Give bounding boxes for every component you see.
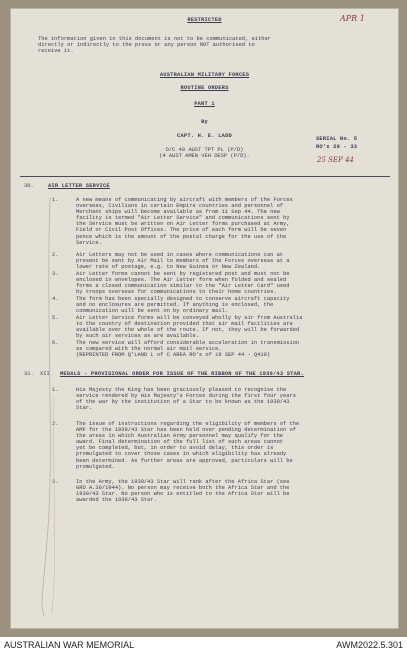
para-number: 1.	[52, 387, 59, 393]
para-text: In the Army, the 1939/43 Star will rank after the Africa Star (see GRO A.30/1944). No person may receive both the Africa Star and the 1939/43 Star. No person who is entitled to the Africa Star will be awarded the 1939/43 Star.	[76, 479, 290, 504]
pencil-margin-mark	[28, 198, 58, 618]
para-number: 1.	[52, 197, 59, 203]
routine-order-range: RO's 20 - 33	[316, 144, 358, 150]
restricted-label: RESTRICTED	[187, 17, 222, 23]
header-divider	[20, 176, 390, 177]
para-number: 4.	[52, 296, 59, 302]
officer-name: CAPT. H. E. LADD	[177, 133, 232, 139]
footer-archive-name: AUSTRALIAN WAR MEMORIAL	[4, 640, 135, 650]
unit-line-2: (4 AUST AMEN VEH DESP (P/D).	[159, 153, 250, 159]
para-number: 3.	[52, 479, 59, 485]
unit-line-1: O/C 49 AUST TPT PL (P/D)	[165, 147, 244, 153]
document-page	[10, 8, 399, 629]
para-number: 5.	[52, 315, 59, 321]
by-label: By	[201, 119, 208, 125]
footer-bar	[0, 637, 407, 653]
para-text: Air Letter forms cannot be sent by registered post and must not be enclosed in envelopes. The Air Letter form when folded and sealed forms a closed communication similar to the "Air Letter Card" used by troops overseas for communications to their home countries.	[76, 271, 290, 296]
para-number: 3.	[52, 271, 59, 277]
para-text: The issue of instructions regarding the eligibility of members of the AMF for the 1939/43 Star has been held over pending determination of the areas in which Australian Army personnel may qualify for the award. Final determination of the full list of such areas cannot yet be completed, but, in order to avoid delay, this order is promulgated to cover those cases in which eligibility has already been determined. As further areas are approved, particulars will be promulgated.	[76, 421, 300, 470]
footer-accession-number: AWM2022.5.301	[336, 640, 403, 650]
para-number: 6.	[52, 340, 59, 346]
para-text: A new means of communicating by aircraft with members of the Forces overseas, Civilians in certain Empire countries and personnel of Merchant ships will become available as from 11 Sep 44. The new facility is termed "Air Letter Service" and communications sent by the Service must be written on Air Letter forms purchased at Army, Field or Civil Post Offices. The price of each form will be seven pence which is the amount of the postal charge for the use of the Service.	[76, 197, 293, 246]
section-title: MEDALS - PROVISIONAL ORDER FOR ISSUE OF THE RIBBON OF THE 1939/43 STAR.	[60, 371, 304, 377]
para-text: His Majesty the King has been graciously pleased to recognise the service rendered by His Majesty's Forces during the first four years of the war by the institution of a Star to be known as the 1939/43 Star.	[76, 387, 296, 412]
handwritten-date: 25 SEP 44	[317, 156, 354, 164]
para-text: Air Letters may not be used in cases where communications can at present be sent by Air Mail to members of the Forces overseas at a lower rate of postage, e.g. to New Guinea or New Zealand.	[76, 252, 290, 271]
handwritten-annotation: APR 1	[340, 14, 365, 23]
org-heading: AUSTRALIAN MILITARY FORCES	[159, 72, 250, 78]
para-number: 2.	[52, 421, 59, 427]
notice-line-1: The information given in this document is not to be communicated, either	[38, 36, 271, 42]
para-text: Air Letter Service forms will be conveyed wholly by air from Australia to the country of destination provided that air mail facilities are available over the whole of the route. If not, they will be forwarded by such air services as are available.	[76, 315, 303, 340]
section-prefix: XII	[40, 371, 50, 377]
para-text: The form has been specially designed to conserve aircraft capacity and no enclosures are permitted. If anything is enclosed, the communication will be sent on by ordinary mail.	[76, 296, 290, 315]
notice-line-2: directly or indirectly to the press or any person NOT authorised to	[38, 42, 255, 48]
section-number: 30.	[24, 183, 34, 189]
notice-line-3: receive it.	[38, 48, 74, 54]
orders-heading: ROUTINE ORDERS	[180, 85, 229, 91]
para-text: The new service will afford considerable acceleration in transmission as compared with the normal air mail service. (REPRINTED FROM Q'LAND L of C AREA RO's of 19 SEP 44 - Q410)	[76, 340, 300, 359]
section-title: AIR LETTER SERVICE	[48, 183, 110, 189]
section-number: 31.	[24, 371, 34, 377]
part-heading: PART 1	[194, 101, 215, 107]
para-number: 2.	[52, 252, 59, 258]
serial-number: SERIAL No. 5	[316, 136, 358, 142]
